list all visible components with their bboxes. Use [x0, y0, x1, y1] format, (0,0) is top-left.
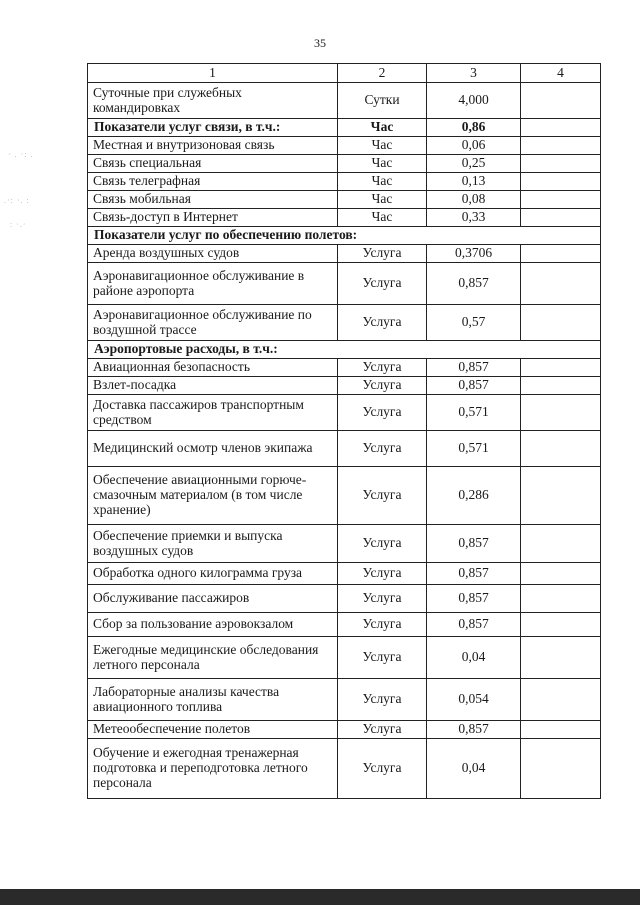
- cell-note: [521, 721, 601, 739]
- column-header-1: 1: [88, 64, 338, 83]
- cell-unit: Услуга: [338, 525, 427, 563]
- cell-unit: Услуга: [338, 563, 427, 585]
- cell-name: Ежегодные медицинские обследования летного персонала: [88, 637, 338, 679]
- table-row: [88, 679, 601, 721]
- cell-unit: Услуга: [338, 613, 427, 637]
- cell-unit: Сутки: [338, 83, 427, 119]
- table-row: [88, 377, 601, 395]
- table-row: [88, 155, 601, 173]
- cell-unit: Услуга: [338, 377, 427, 395]
- cell-value: 0,3706: [427, 245, 521, 263]
- cell-value: 0,04: [427, 637, 521, 679]
- column-header-4: 4: [521, 64, 601, 83]
- cell-note: [521, 305, 601, 341]
- cell-note: [521, 563, 601, 585]
- cell-name: Местная и внутризоновая связь: [88, 137, 338, 155]
- column-header-2: 2: [338, 64, 427, 83]
- cell-note: [521, 679, 601, 721]
- cell-value: 0,286: [427, 467, 521, 525]
- cell-note: [521, 173, 601, 191]
- table-row: [88, 563, 601, 585]
- cell-value: 0,054: [427, 679, 521, 721]
- cell-name: Доставка пассажиров транспортным средством: [88, 395, 338, 431]
- cell-note: [521, 155, 601, 173]
- scan-noise: .·: ·. :: [4, 196, 30, 205]
- cell-value: 0,13: [427, 173, 521, 191]
- cell-name: Обеспечение приемки и выпуска воздушных судов: [88, 525, 338, 563]
- cell-value: 0,857: [427, 525, 521, 563]
- cell-unit: Час: [338, 137, 427, 155]
- cell-name: Взлет-посадка: [88, 377, 338, 395]
- table-row: [88, 721, 601, 739]
- section-title: Показатели услуг по обеспечению полетов:: [88, 227, 601, 245]
- scan-noise: · . ·: .: [8, 150, 34, 159]
- cell-name: Связь мобильная: [88, 191, 338, 209]
- cell-name: Авиационная безопасность: [88, 359, 338, 377]
- table-row: [88, 525, 601, 563]
- table-row: [88, 613, 601, 637]
- table-row: [88, 395, 601, 431]
- cell-note: [521, 739, 601, 799]
- cell-name: Связь специальная: [88, 155, 338, 173]
- cell-value: 0,57: [427, 305, 521, 341]
- cell-unit: Услуга: [338, 395, 427, 431]
- cell-note: [521, 377, 601, 395]
- cell-note: [521, 245, 601, 263]
- cell-note: [521, 359, 601, 377]
- cell-unit: Услуга: [338, 245, 427, 263]
- cell-value: 0,86: [427, 119, 521, 137]
- table-row: [88, 637, 601, 679]
- cell-value: 0,857: [427, 721, 521, 739]
- cell-note: [521, 119, 601, 137]
- table-row: [88, 305, 601, 341]
- cell-name: Связь-доступ в Интернет: [88, 209, 338, 227]
- cell-note: [521, 585, 601, 613]
- cell-value: 0,857: [427, 613, 521, 637]
- table-body: [88, 64, 601, 799]
- cell-name: Лабораторные анализы качества авиационного топлива: [88, 679, 338, 721]
- table-row: [88, 173, 601, 191]
- cell-value: 0,571: [427, 395, 521, 431]
- norms-table: [87, 63, 601, 799]
- section-row: [88, 227, 601, 245]
- table-row: [88, 83, 601, 119]
- cell-unit: Час: [338, 209, 427, 227]
- cell-note: [521, 83, 601, 119]
- cell-note: [521, 637, 601, 679]
- cell-note: [521, 263, 601, 305]
- cell-unit: Услуга: [338, 263, 427, 305]
- cell-value: 0,33: [427, 209, 521, 227]
- cell-unit: Услуга: [338, 585, 427, 613]
- cell-name: Показатели услуг связи, в т.ч.:: [88, 119, 338, 137]
- cell-value: 0,06: [427, 137, 521, 155]
- table-row: [88, 191, 601, 209]
- cell-name: Обучение и ежегодная тренажерная подготовка и переподготовка летного персонала: [88, 739, 338, 799]
- cell-name: Аренда воздушных судов: [88, 245, 338, 263]
- cell-value: 0,857: [427, 563, 521, 585]
- column-header-3: 3: [427, 64, 521, 83]
- cell-unit: Час: [338, 119, 427, 137]
- cell-unit: Услуга: [338, 721, 427, 739]
- table-row: [88, 263, 601, 305]
- cell-unit: Час: [338, 173, 427, 191]
- scan-noise: : ·.·: [10, 220, 27, 229]
- table-row: [88, 431, 601, 467]
- cell-name: Аэронавигационное обслуживание в районе аэропорта: [88, 263, 338, 305]
- cell-unit: Услуга: [338, 739, 427, 799]
- cell-unit: Услуга: [338, 637, 427, 679]
- scan-bottom-edge: [0, 889, 640, 905]
- cell-note: [521, 525, 601, 563]
- cell-name: Метеообеспечение полетов: [88, 721, 338, 739]
- cell-value: 0,571: [427, 431, 521, 467]
- cell-unit: Услуга: [338, 359, 427, 377]
- cell-name: Сбор за пользование аэровокзалом: [88, 613, 338, 637]
- cell-name: Медицинский осмотр членов экипажа: [88, 431, 338, 467]
- cell-name: Обработка одного килограмма груза: [88, 563, 338, 585]
- cell-unit: Услуга: [338, 467, 427, 525]
- cell-unit: Услуга: [338, 679, 427, 721]
- section-row: [88, 341, 601, 359]
- page-number: 35: [314, 36, 326, 50]
- cell-note: [521, 613, 601, 637]
- table-row: [88, 137, 601, 155]
- table-row: [88, 245, 601, 263]
- cell-note: [521, 209, 601, 227]
- cell-name: Обеспечение авиационными горюче-смазочным материалом (в том числе хранение): [88, 467, 338, 525]
- cell-note: [521, 137, 601, 155]
- cell-value: 0,08: [427, 191, 521, 209]
- cell-note: [521, 395, 601, 431]
- cell-unit: Услуга: [338, 305, 427, 341]
- cell-value: 0,857: [427, 359, 521, 377]
- cell-note: [521, 467, 601, 525]
- cell-value: 0,857: [427, 263, 521, 305]
- cell-unit: Час: [338, 155, 427, 173]
- section-row: [88, 119, 601, 137]
- section-title: Аэропортовые расходы, в т.ч.:: [88, 341, 601, 359]
- table-row: [88, 739, 601, 799]
- cell-name: Суточные при служебных командировках: [88, 83, 338, 119]
- cell-value: 0,857: [427, 377, 521, 395]
- table-row: [88, 467, 601, 525]
- cell-unit: Час: [338, 191, 427, 209]
- cell-value: 0,04: [427, 739, 521, 799]
- cell-note: [521, 191, 601, 209]
- cell-name: Связь телеграфная: [88, 173, 338, 191]
- cell-value: 4,000: [427, 83, 521, 119]
- cell-value: 0,857: [427, 585, 521, 613]
- cell-name: Обслуживание пассажиров: [88, 585, 338, 613]
- cell-note: [521, 431, 601, 467]
- table-row: [88, 209, 601, 227]
- cell-name: Аэронавигационное обслуживание по воздушной трассе: [88, 305, 338, 341]
- table-row: [88, 585, 601, 613]
- header-row: [88, 64, 601, 83]
- table-row: [88, 359, 601, 377]
- cell-value: 0,25: [427, 155, 521, 173]
- cell-unit: Услуга: [338, 431, 427, 467]
